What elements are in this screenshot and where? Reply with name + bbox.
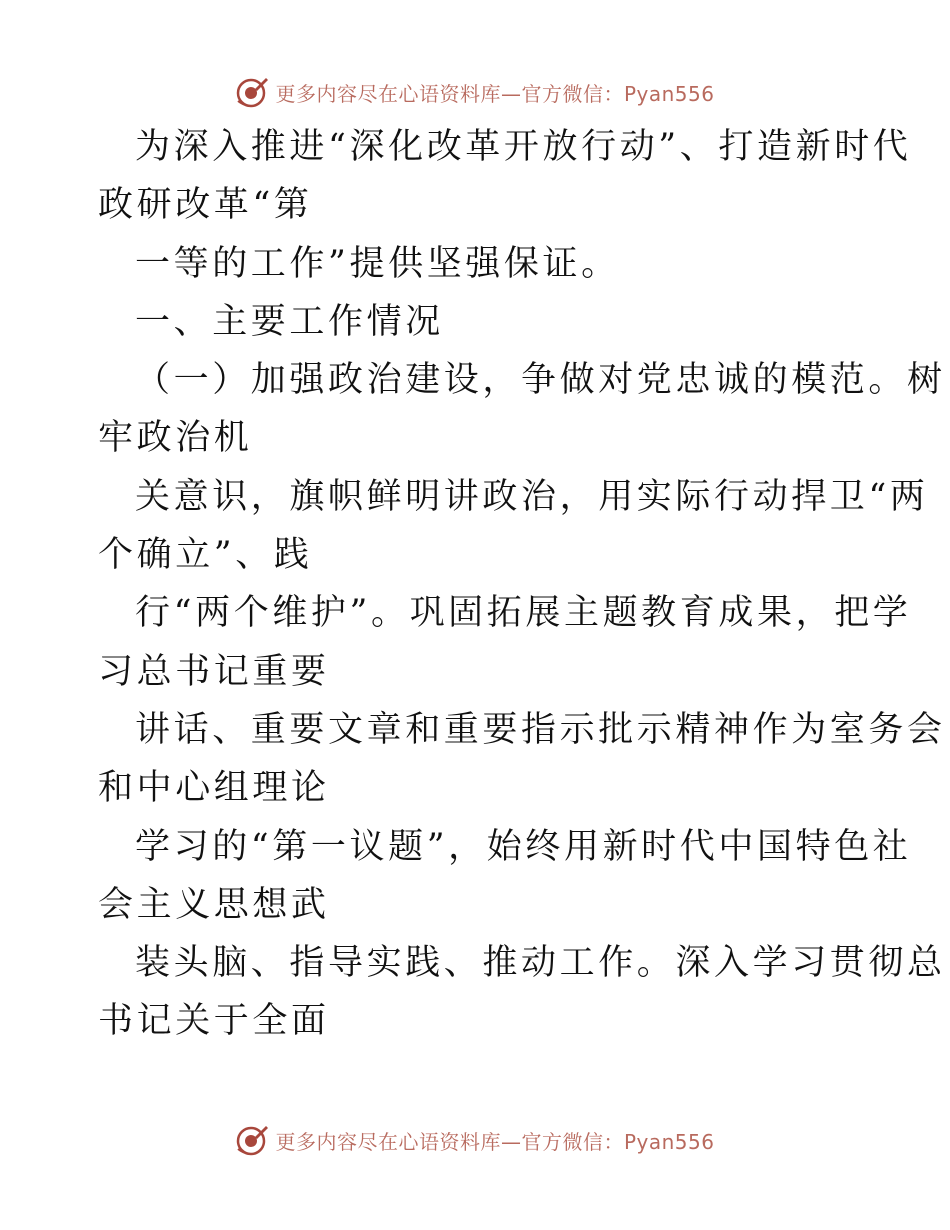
section-heading: 一、主要工作情况 — [135, 301, 444, 342]
text-line: 政研改革“第 — [98, 185, 313, 226]
text-line: 一等的工作”提供坚强保证。 — [135, 243, 620, 284]
watermark-text: 更多内容尽在心语资料库—官方微信：Pyan556 — [275, 81, 715, 106]
text-line: 和中心组理论 — [98, 768, 330, 809]
text-line: 为深入推进“深化改革开放行动”、打造新时代 — [135, 127, 912, 167]
footer-watermark — [0, 1120, 950, 1160]
quill-seal-icon — [235, 75, 269, 109]
header-watermark — [0, 72, 950, 112]
text-line: 牢政治机 — [98, 418, 253, 459]
text-line: 行“两个维护”。巩固拓展主题教育成果，把学 — [135, 593, 912, 634]
quill-seal-icon — [235, 1123, 269, 1157]
text-line: 习总书记重要 — [98, 651, 330, 692]
watermark-text: 更多内容尽在心语资料库—官方微信：Pyan556 — [275, 1129, 715, 1154]
text-line: 个确立”、践 — [98, 535, 313, 576]
text-line: 装头脑、指导实践、推动工作。深入学习贯彻总 — [135, 943, 946, 984]
text-line: 学习的“第一议题”，始终用新时代中国特色社 — [135, 826, 912, 867]
text-line: 书记关于全面 — [98, 1001, 330, 1042]
document-body — [98, 118, 946, 1051]
text-line: 会主义思想武 — [98, 884, 330, 925]
text-line: 关意识，旗帜鲜明讲政治，用实际行动捍卫“两 — [135, 476, 929, 517]
text-line: （一）加强政治建设，争做对党忠诚的模范。树 — [135, 360, 946, 401]
text-line: 讲话、重要文章和重要指示批示精神作为室务会 — [135, 709, 946, 750]
